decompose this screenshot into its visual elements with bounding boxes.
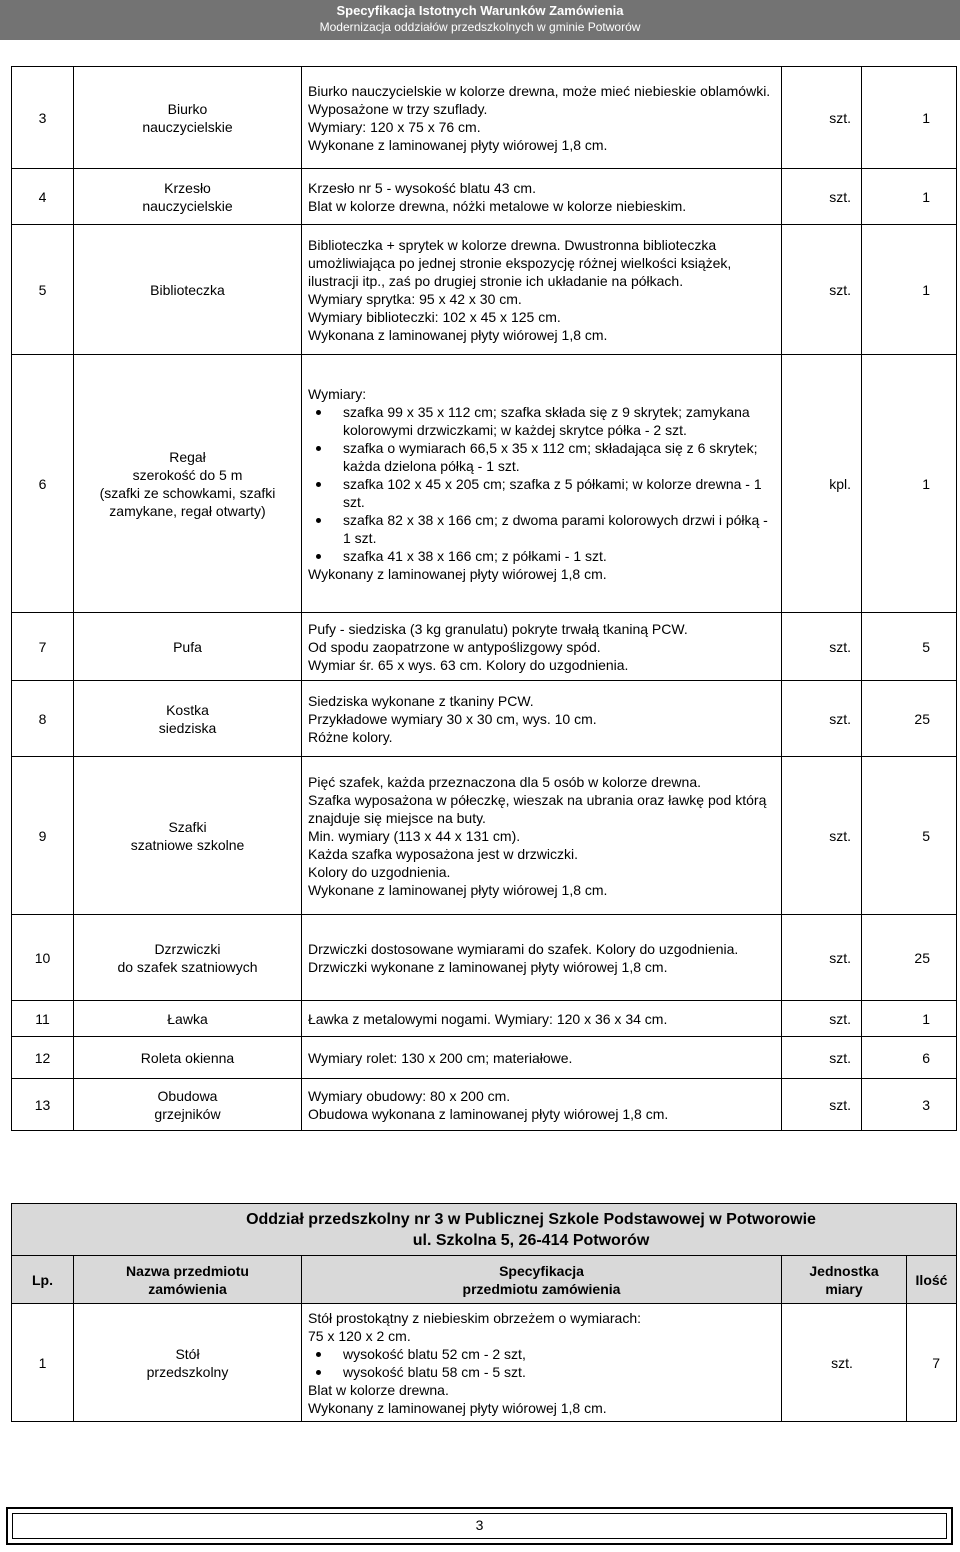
item-name-line: Biurko (167, 100, 208, 117)
item-number: 12 (12, 1037, 74, 1079)
spec-line: Krzesło nr 5 - wysokość blatu 43 cm. (308, 179, 536, 196)
spec-line: Wykonane z laminowanej płyty wiórowej 1,8 cm. (308, 881, 608, 898)
item-quantity: 1 (862, 67, 957, 169)
item-unit: szt. (782, 613, 862, 681)
spec-line: Biblioteczka + sprytek w kolorze drewna. Dwustronna biblioteczka umożliwiająca po jednej stronie ekspozycję różnej wielkości książek, ilustracji itp., zaś po drugiej stronie ich układanie na półkach. (308, 236, 732, 289)
section-address-line: ul. Szkolna 5, 26-414 Potworów (412, 1231, 650, 1249)
item-name (74, 1037, 302, 1079)
item-name-line: szatniowe szkolne (130, 836, 245, 853)
item-name-line: do szafek szatniowych (117, 958, 258, 975)
spec-line: Drzwiczki wykonane z laminowanej płyty wiórowej 1,8 cm. (308, 958, 668, 975)
item-spec (302, 681, 782, 757)
table-row (12, 1001, 957, 1037)
spec-outro: Wykonany z laminowanej płyty wiórowej 1,8 cm. (308, 565, 607, 582)
item-name-line: nauczycielskie (142, 197, 233, 214)
spec-line: Wymiary: 120 x 75 x 76 cm. (308, 118, 481, 135)
item-spec (302, 1001, 782, 1037)
spec-line: Pufy - siedziska (3 kg granulatu) pokryte trwałą tkaniną PCW. (308, 620, 688, 637)
item-name-line: Dzrzwiczki (154, 940, 221, 957)
header-unit (782, 1256, 907, 1304)
item-name-line: Obudowa (157, 1087, 218, 1104)
item-number: 7 (12, 613, 74, 681)
spec-bullet-list (308, 1345, 775, 1381)
header-title: Specyfikacja Istotnych Warunków Zamówienia (336, 3, 624, 18)
spec-line: Ławka z metalowymi nogami. Wymiary: 120 x 36 x 34 cm. (308, 1010, 668, 1027)
item-unit: szt. (782, 1079, 862, 1131)
header-name-line: zamówienia (148, 1280, 227, 1297)
item-spec (302, 225, 782, 355)
header-spec (302, 1256, 782, 1304)
item-unit: szt. (782, 1001, 862, 1037)
page-number: 3 (475, 1517, 484, 1533)
item-name-line: grzejników (154, 1105, 221, 1122)
spec-line: Wykonany z laminowanej płyty wiórowej 1,8 cm. (308, 1399, 607, 1416)
item-spec (302, 355, 782, 613)
item-name (74, 67, 302, 169)
spec-bullet: wysokość blatu 52 cm - 2 szt, (343, 1345, 775, 1363)
item-number: 5 (12, 225, 74, 355)
item-number: 3 (12, 67, 74, 169)
item-unit: szt. (782, 915, 862, 1001)
item-unit: szt. (782, 1304, 907, 1422)
item-quantity: 25 (862, 915, 957, 1001)
item-name-line: Biblioteczka (150, 281, 225, 298)
items-table (11, 66, 957, 1131)
spec-line: Blat w kolorze drewna, nóżki metalowe w kolorze niebieskim. (308, 197, 687, 214)
item-name (74, 613, 302, 681)
item-name (74, 169, 302, 225)
table-row (12, 225, 957, 355)
header-lp: Lp. (12, 1256, 74, 1304)
item-number: 10 (12, 915, 74, 1001)
table-row (12, 757, 957, 915)
spec-line: Każda szafka wyposażona jest w drzwiczki. (308, 845, 578, 862)
item-number: 8 (12, 681, 74, 757)
item-unit: szt. (782, 67, 862, 169)
item-quantity: 3 (862, 1079, 957, 1131)
item-name (74, 355, 302, 613)
item-spec (302, 1304, 782, 1422)
spec-line: Wyposażone w trzy szuflady. (308, 100, 488, 117)
item-name (74, 681, 302, 757)
spec-bullet: szafka 82 x 38 x 166 cm; z dwoma parami kolorowych drzwi i półką - 1 szt. (343, 511, 775, 547)
spec-line: Wymiary rolet: 130 x 200 cm; materiałowe. (308, 1049, 573, 1066)
item-spec (302, 169, 782, 225)
spec-bullet: szafka o wymiarach 66,5 x 35 x 112 cm; składająca się z 6 skrytek; każda dzielona półką - 1 szt. (343, 439, 775, 475)
item-spec (302, 613, 782, 681)
item-name-line: Roleta okienna (140, 1049, 235, 1066)
item-name-line: Kostka (166, 701, 209, 718)
spec-line: Biurko nauczycielskie w kolorze drewna, może mieć niebieskie oblamówki. (308, 82, 771, 99)
header-unit-line: Jednostka (809, 1262, 879, 1279)
item-name-line: Ławka (167, 1010, 208, 1027)
header-name (74, 1256, 302, 1304)
spec-line: Szafka wyposażona w półeczkę, wieszak na ubrania oraz ławkę pod którą znajduje się miejsce na buty. (308, 791, 767, 826)
spec-line: Przykładowe wymiary 30 x 30 cm, wys. 10 cm. (308, 710, 597, 727)
item-quantity: 7 (907, 1304, 957, 1422)
document-header (0, 0, 960, 40)
table-row (12, 1304, 957, 1422)
item-quantity: 1 (862, 355, 957, 613)
item-unit: szt. (782, 681, 862, 757)
item-unit: szt. (782, 225, 862, 355)
item-quantity: 1 (862, 169, 957, 225)
item-name-line: przedszkolny (146, 1363, 229, 1380)
item-name-line: Stół (175, 1345, 200, 1362)
spec-bullet: szafka 102 x 45 x 205 cm; szafka z 5 półkami; w kolorze drewna - 1 szt. (343, 475, 775, 511)
item-name-line: Pufa (173, 638, 202, 655)
table-row (12, 915, 957, 1001)
item-number: 11 (12, 1001, 74, 1037)
spec-line: Siedziska wykonane z tkaniny PCW. (308, 692, 534, 709)
item-spec (302, 1037, 782, 1079)
table-row (12, 681, 957, 757)
item-name-line: Regał (169, 448, 206, 465)
kindergarten-table (11, 1203, 957, 1422)
item-unit: kpl. (782, 355, 862, 613)
spec-line: Kolory do uzgodnienia. (308, 863, 451, 880)
spec-line: Pięć szafek, każda przeznaczona dla 5 osób w kolorze drewna. (308, 773, 701, 790)
spec-line: Min. wymiary (113 x 44 x 131 cm). (308, 827, 521, 844)
header-subtitle: Modernizacja oddziałów przedszkolnych w gminie Potworów (319, 20, 641, 34)
item-quantity: 6 (862, 1037, 957, 1079)
header-spec-line: przedmiotu zamówienia (462, 1280, 621, 1297)
item-number: 9 (12, 757, 74, 915)
item-quantity: 5 (862, 613, 957, 681)
header-row (12, 1256, 957, 1304)
item-name-line: (szafki ze schowkami, szafki zamykane, regał otwarty) (99, 484, 276, 519)
header-spec-line: Specyfikacja (499, 1262, 584, 1279)
item-name (74, 1304, 302, 1422)
spec-bullet: szafka 41 x 38 x 166 cm; z półkami - 1 szt. (343, 547, 775, 565)
item-name-line: Krzesło (164, 179, 211, 196)
item-number: 4 (12, 169, 74, 225)
section-title-line: Oddział przedszkolny nr 3 w Publicznej Szkole Podstawowej w Potworowie (246, 1210, 816, 1228)
section-title (12, 1204, 957, 1256)
header-name-line: Nazwa przedmiotu (126, 1262, 249, 1279)
item-name-line: nauczycielskie (142, 118, 233, 135)
item-name (74, 1001, 302, 1037)
spec-line: Wykonane z laminowanej płyty wiórowej 1,8 cm. (308, 136, 608, 153)
page-footer (6, 1507, 953, 1545)
item-name-line: Szafki (168, 818, 207, 835)
spec-line: Blat w kolorze drewna. (308, 1381, 449, 1398)
header-qty: Ilość (907, 1256, 957, 1304)
item-quantity: 25 (862, 681, 957, 757)
spec-bullet: wysokość blatu 58 cm - 5 szt. (343, 1363, 775, 1381)
spec-line: 75 x 120 x 2 cm. (308, 1327, 411, 1344)
item-unit: szt. (782, 169, 862, 225)
spec-line: Obudowa wykonana z laminowanej płyty wiórowej 1,8 cm. (308, 1105, 669, 1122)
item-number: 13 (12, 1079, 74, 1131)
section-title-row (12, 1204, 957, 1256)
item-spec (302, 757, 782, 915)
spec-intro: Wymiary: (308, 385, 367, 402)
item-number: 1 (12, 1304, 74, 1422)
table-row (12, 67, 957, 169)
item-spec (302, 1079, 782, 1131)
header-unit-line: miary (825, 1280, 863, 1297)
table-row (12, 613, 957, 681)
spec-line: Wykonana z laminowanej płyty wiórowej 1,8 cm. (308, 326, 608, 343)
item-spec (302, 915, 782, 1001)
item-name (74, 1079, 302, 1131)
item-unit: szt. (782, 757, 862, 915)
item-spec (302, 67, 782, 169)
item-name (74, 915, 302, 1001)
item-name (74, 757, 302, 915)
spec-line: Różne kolory. (308, 728, 393, 745)
table-row (12, 169, 957, 225)
item-quantity: 1 (862, 1001, 957, 1037)
table-row (12, 1079, 957, 1131)
spec-line: Od spodu zaopatrzone w antypoślizgowy spód. (308, 638, 601, 655)
spec-line: Wymiary sprytka: 95 x 42 x 30 cm. (308, 290, 522, 307)
item-number: 6 (12, 355, 74, 613)
table-row (12, 1037, 957, 1079)
spec-line: Wymiary obudowy: 80 x 200 cm. (308, 1087, 511, 1104)
item-name-line: siedziska (158, 719, 217, 736)
spec-bullet: szafka 99 x 35 x 112 cm; szafka składa się z 9 skrytek; zamykana kolorowymi drzwiczkami; w każdej skrytce półka - 2 szt. (343, 403, 775, 439)
spec-line: Drzwiczki dostosowane wymiarami do szafek. Kolory do uzgodnienia. (308, 940, 739, 957)
item-quantity: 1 (862, 225, 957, 355)
spec-bullet-list (308, 403, 775, 565)
spec-line: Wymiary biblioteczki: 102 x 45 x 125 cm. (308, 308, 561, 325)
spec-line: Stół prostokątny z niebieskim obrzeżem o wymiarach: (308, 1309, 642, 1326)
item-quantity: 5 (862, 757, 957, 915)
spec-line: Wymiar śr. 65 x wys. 63 cm. Kolory do uzgodnienia. (308, 656, 629, 673)
table-row (12, 355, 957, 613)
item-unit: szt. (782, 1037, 862, 1079)
item-name-line: szerokość do 5 m (132, 466, 243, 483)
item-name (74, 225, 302, 355)
